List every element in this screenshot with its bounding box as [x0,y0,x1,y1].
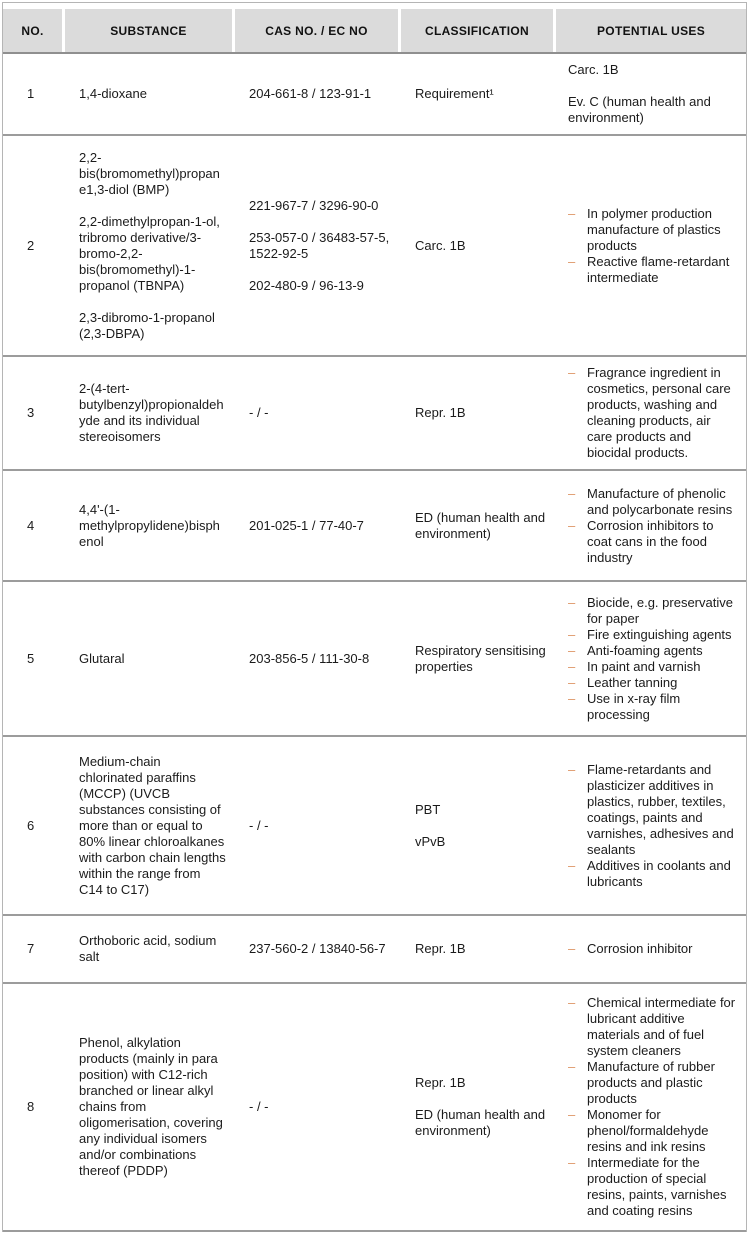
table-body [3,54,746,1230]
cas-ec-cell [235,136,401,355]
classification-value: Repr. 1B [415,941,466,956]
substance-name: Medium-chain chlorinated paraffins (MCCP) (UVCB substances consisting of more than or equal to 80% linear chloroalkanes with carbon chain lengths within the range from C14 to C17) [79,753,226,897]
dash-bullet-icon: – [568,594,576,610]
dash-bullet-icon: – [568,761,576,777]
row-number: 6 [27,817,35,833]
header-no: NO. [3,9,65,52]
row-number-cell [3,984,65,1230]
cas-ec-cell [235,582,401,735]
classification-value: Respiratory sensitising properties [415,642,546,674]
potential-uses-cell [556,357,746,469]
use-item [568,1155,738,1219]
use-item [568,627,738,643]
use-item-text: Monomer for phenol/formaldehyde resins and ink resins [587,1107,709,1154]
substance-name: 2,2-bis(bromomethyl)propane1,3-diol (BMP) [79,149,220,197]
use-item-text: Chemical intermediate for lubricant additive materials and of fuel system cleaners [587,995,736,1058]
use-item-text: Biocide, e.g. preservative for paper [587,594,733,626]
dash-bullet-icon: – [568,674,576,690]
row-number: 1 [27,86,35,101]
dash-bullet-icon: – [568,690,576,706]
substance-cell [65,54,235,134]
use-item [568,206,738,254]
header-classification: CLASSIFICATION [401,9,556,52]
cas-ec-number: 237-560-2 / 13840-56-7 [249,941,386,956]
row-number: 4 [27,517,35,533]
row-number: 5 [27,650,35,666]
classification-value: Carc. 1B [415,237,466,253]
dash-bullet-icon: – [568,1059,576,1074]
potential-uses-cell [556,582,746,735]
substance-name: Phenol, alkylation products (mainly in para position) with C12-rich branched or linear alkyl chains from oligomerisation, covering any individual isomers and/or combinations thereof (PDDP) [79,1035,223,1178]
substance-name: 4,4'-(1-methylpropylidene)bisphenol [79,501,220,549]
use-item [568,995,738,1059]
use-item-text: Leather tanning [587,674,678,690]
row-number-cell [3,54,65,134]
classification-value: vPvB [415,833,446,849]
cas-ec-cell [235,737,401,914]
use-item-text: Manufacture of rubber products and plastic products [587,1059,715,1106]
substances-table [3,9,746,1232]
cas-ec-cell [235,54,401,134]
dash-bullet-icon: – [568,941,576,956]
use-item [568,365,738,461]
use-item: Ev. C (human health and environment) [568,94,711,125]
classification-cell [401,136,556,355]
use-item-text: Corrosion inhibitors to coat cans in the food industry [587,517,714,565]
substance-cell [65,916,235,982]
header-cas-ec: CAS NO. / EC NO [235,9,401,52]
cas-ec-number: - / - [249,817,269,833]
row-number-cell [3,916,65,982]
use-item-text: Fragrance ingredient in cosmetics, personal care products, washing and cleaning products, air care products and biocidal products. [587,365,731,460]
classification-cell [401,582,556,735]
classification-value: Repr. 1B [415,1075,466,1090]
table-row [3,580,746,735]
header-potential-uses: POTENTIAL USES [597,23,705,38]
use-item [568,643,738,659]
use-item-text: In polymer production manufacture of plastics products [587,205,721,253]
use-item [568,762,738,858]
classification-cell [401,984,556,1230]
row-number-cell [3,357,65,469]
potential-uses-cell [556,471,746,580]
use-item [568,595,738,627]
substance-cell [65,984,235,1230]
potential-uses-cell [556,984,746,1230]
row-number-cell [3,136,65,355]
table-row [3,469,746,580]
use-item: Carc. 1B [568,62,619,77]
use-item-text: Manufacture of phenolic and polycarbonate resins [587,485,733,517]
use-item [568,1107,738,1155]
substance-name: 2-(4-tert-butylbenzyl)propionaldehyde and its individual stereoisomers [79,381,224,444]
classification-value: ED (human health and environment) [415,1107,546,1138]
table-header-row [3,9,746,54]
use-item [568,486,738,518]
row-number: 2 [27,237,35,253]
substance-name: 2,2-dimethylpropan-1-ol, tribromo derivative/3-bromo-2,2-bis(bromomethyl)-1-propanol (TBNPA) [79,213,220,293]
dash-bullet-icon: – [568,857,576,873]
substance-cell [65,582,235,735]
use-item [568,941,738,957]
dash-bullet-icon: – [568,626,576,642]
cas-ec-number: 221-967-7 / 3296-90-0 [249,197,379,213]
cas-ec-cell [235,916,401,982]
cas-ec-number: 253-057-0 / 36483-57-5, 1522-92-5 [249,229,390,261]
cas-ec-number: 203-856-5 / 111-30-8 [249,650,370,666]
use-item [568,1059,738,1107]
cas-ec-cell [235,984,401,1230]
dash-bullet-icon: – [568,205,576,221]
dash-bullet-icon: – [568,365,576,380]
use-item [568,254,738,286]
potential-uses-cell [556,737,746,914]
cas-ec-number: 204-661-8 / 123-91-1 [249,86,372,101]
row-number: 8 [27,1099,35,1114]
cas-ec-number: 202-480-9 / 96-13-9 [249,277,364,293]
classification-value: ED (human health and environment) [415,509,546,541]
substance-name: 2,3-dibromo-1-propanol (2,3-DBPA) [79,309,215,341]
dash-bullet-icon: – [568,253,576,269]
classification-cell [401,54,556,134]
use-item-text: Fire extinguishing agents [587,626,732,642]
table-row [3,134,746,355]
use-item-text: Additives in coolants and lubricants [587,857,731,889]
use-item [568,691,738,723]
substance-name: Glutaral [79,650,125,666]
use-item-text: Reactive flame-retardant intermediate [587,253,730,285]
cas-ec-cell [235,471,401,580]
table-row [3,914,746,982]
classification-cell [401,737,556,914]
potential-uses-cell [556,54,746,134]
dash-bullet-icon: – [568,642,576,658]
substance-name: Orthoboric acid, sodium salt [79,933,217,964]
table-row [3,982,746,1230]
table-row [3,355,746,469]
use-item-text: Use in x-ray film processing [587,690,681,722]
cas-ec-cell [235,357,401,469]
row-number-cell [3,737,65,914]
use-item-text: Intermediate for the production of special resins, paints, varnishes and coating resins [587,1155,727,1218]
document-page [2,2,747,1232]
potential-uses-cell [556,136,746,355]
cas-ec-number: - / - [249,1099,269,1114]
potential-uses-cell [556,916,746,982]
header-substance: SUBSTANCE [65,9,235,52]
use-item [568,659,738,675]
classification-value: PBT [415,801,441,817]
substance-name: 1,4-dioxane [79,86,147,101]
dash-bullet-icon: – [568,1155,576,1170]
classification-value: Repr. 1B [415,405,466,420]
classification-cell [401,357,556,469]
classification-value: Requirement¹ [415,86,494,101]
row-number: 3 [27,405,35,420]
substance-cell [65,357,235,469]
dash-bullet-icon: – [568,995,576,1010]
dash-bullet-icon: – [568,485,576,501]
use-item [568,518,738,566]
dash-bullet-icon: – [568,658,576,674]
use-item-text: Flame-retardants and plasticizer additives in plastics, rubber, textiles, coatings, paints and varnishes, adhesives and sealants [587,761,734,857]
dash-bullet-icon: – [568,517,576,533]
classification-cell [401,471,556,580]
use-item-text: Corrosion inhibitor [587,941,693,956]
cas-ec-number: 201-025-1 / 77-40-7 [249,517,364,533]
use-item [568,675,738,691]
table-row [3,735,746,914]
classification-cell [401,916,556,982]
cas-ec-number: - / - [249,405,269,420]
use-item-text: In paint and varnish [587,658,701,674]
row-number: 7 [27,941,35,956]
dash-bullet-icon: – [568,1107,576,1122]
row-number-cell [3,471,65,580]
substance-cell [65,737,235,914]
use-item [568,858,738,890]
table-row [3,54,746,134]
substance-cell [65,136,235,355]
row-number-cell [3,582,65,735]
substance-cell [65,471,235,580]
use-item-text: Anti-foaming agents [587,642,703,658]
